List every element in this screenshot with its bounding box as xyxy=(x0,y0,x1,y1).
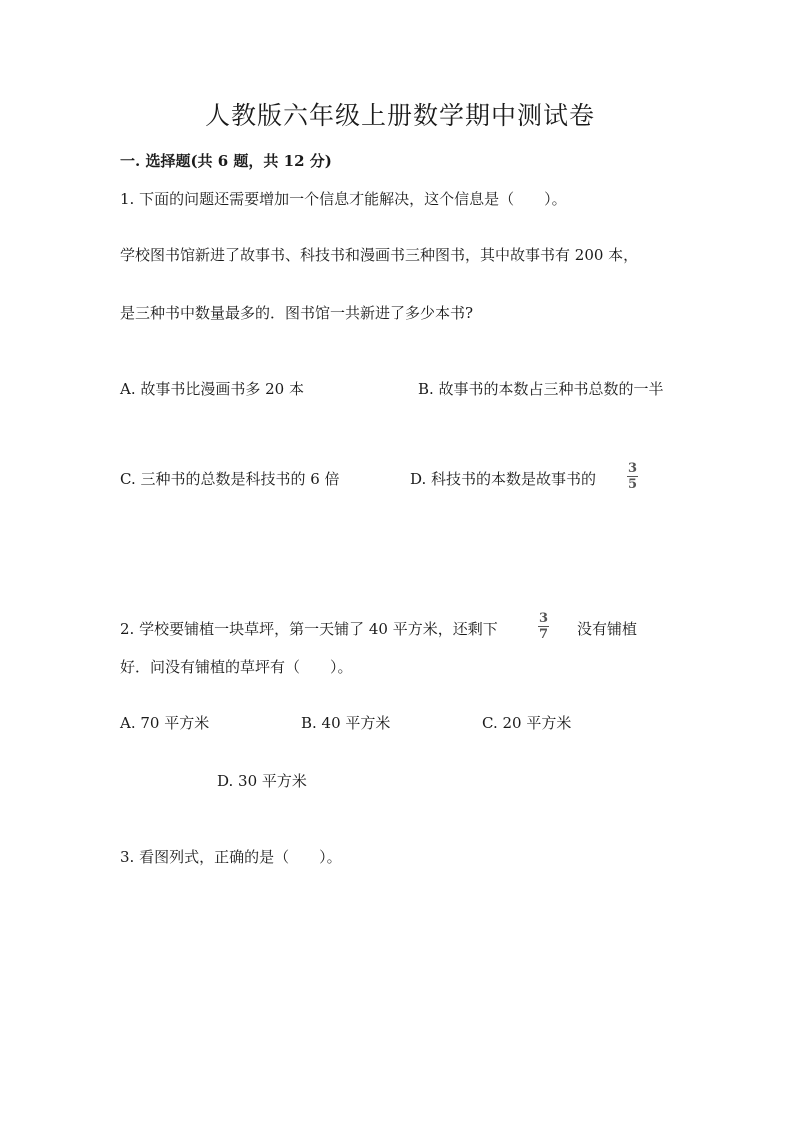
q2-option-c[interactable]: C. 20 平方米 xyxy=(482,714,572,732)
fraction-denominator: 7 xyxy=(538,627,549,642)
q1-stem-line-1: 1. 下面的问题还需要增加一个信息才能解决，这个信息是（ ）。 xyxy=(120,190,567,208)
fraction-numerator: 3 xyxy=(627,461,638,476)
q1-option-c[interactable]: C. 三种书的总数是科技书的 6 倍 xyxy=(120,470,340,488)
q2-option-a[interactable]: A. 70 平方米 xyxy=(120,714,210,732)
q1-option-d[interactable]: D. 科技书的本数是故事书的 xyxy=(410,470,597,488)
q1-stem-line-3: 是三种书中数量最多的．图书馆一共新进了多少本书? xyxy=(120,304,474,322)
q2-option-b[interactable]: B. 40 平方米 xyxy=(301,714,391,732)
q1-option-b[interactable]: B. 故事书的本数占三种书总数的一半 xyxy=(418,380,664,398)
page-title: 人教版六年级上册数学期中测试卷 xyxy=(204,101,595,130)
q2-fraction xyxy=(538,612,549,641)
q1-option-d-fraction xyxy=(627,462,638,491)
fraction-numerator: 3 xyxy=(538,611,549,626)
q2-stem-part-1: 2. 学校要铺植一块草坪，第一天铺了 40 平方米，还剩下 xyxy=(120,620,498,638)
section-heading: 一. 选择题(共 6 题，共 12 分) xyxy=(120,152,332,170)
q3-stem: 3. 看图列式，正确的是（ ）。 xyxy=(120,848,342,866)
q2-option-d[interactable]: D. 30 平方米 xyxy=(217,772,307,790)
q1-option-a[interactable]: A. 故事书比漫画书多 20 本 xyxy=(120,380,304,398)
q2-stem-part-2: 没有铺植 xyxy=(577,620,638,638)
q1-stem-line-2: 学校图书馆新进了故事书、科技书和漫画书三种图书，其中故事书有 200 本， xyxy=(120,246,639,264)
fraction-denominator: 5 xyxy=(627,477,638,492)
q2-stem-line-2: 好．问没有铺植的草坪有（ ）。 xyxy=(120,658,353,676)
